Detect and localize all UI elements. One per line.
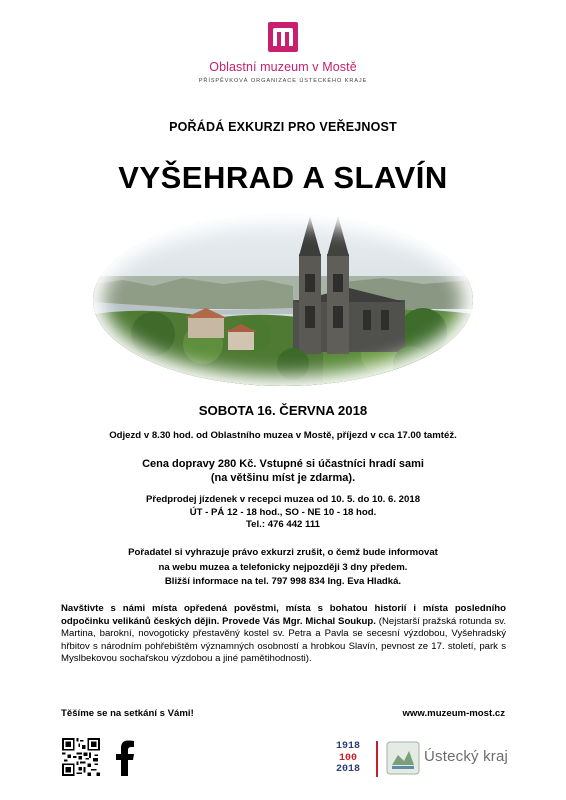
museum-logo [0,22,566,84]
facebook-icon[interactable] [112,738,136,776]
vysehrad-photo [93,214,473,386]
cancel-note: Pořadatel si vyhrazuje právo exkurzi zrušit, o čemž bude informovat [128,547,438,558]
price-info [0,457,566,485]
invitation-details: (Nejstarší pražská rotunda sv. Martina, barokní, novogoticky přestavěný kostel sv. Petra a Pavla se secesní výzdobou, Vyšehradský hřbitov s národním pohřebištěm významných osobností a hrobkou Slavín, pevnost ze 17. století, park s Myslbekovou sochařskou výzdobou a jiné pamětihodnosti). [61,615,506,665]
cancel-note-cont: na webu muzea a telefonicky nejpozději 3 dny předem. [158,561,408,573]
presale-hours: ÚT - PÁ 12 - 18 hod., SO - NE 10 - 18 hod. [189,506,377,518]
page-title: VYŠEHRAD A SLAVÍN [118,160,448,195]
contact-info: Bližší informace na tel. 797 998 834 Ing. Eva Hladká. [164,576,402,587]
museum-m-icon [268,22,298,52]
jubilee-year-start: 1918 [335,741,360,752]
presale-info [0,494,566,532]
invitation-lead: Navštivte s námi místa opředená pověstmi, místa s bohatou historií i místa posledního odpočinku velikánů českých dějin. Provede Vás Mgr. Michal Soukup. [61,603,506,627]
presale-dates: Předprodej jízdenek v recepci muzea od 10. 5. do 10. 6. 2018 [145,494,421,505]
departure-info: Odjezd v 8.30 hod. od Oblastního muzea v Mostě, příjezd v cca 17.00 tamtéž. [109,430,457,441]
jubilee-year-end: 2018 [335,764,360,775]
jubilee-logo [325,741,371,776]
price-line: Cena dopravy 280 Kč. Vstupné si účastníci hradí sami [142,458,424,470]
invitation-paragraph [61,603,506,666]
org-subtitle: PŘÍSPĚVKOVÁ ORGANIZACE ÚSTECKÉHO KRAJE [198,78,368,84]
photo-vignette [93,214,473,386]
price-note: (na většinu míst je zdarma). [210,472,356,484]
greeting: Těšíme se na setkání s Vámi! [61,708,194,719]
region-emblem-icon [386,741,420,775]
region-name: Ústecký kraj [424,748,509,765]
jubilee-number: 100 [338,752,357,764]
announce-heading: POŘÁDÁ EXKURZI PRO VEŘEJNOST [169,120,397,134]
jubilee-divider [376,741,378,777]
event-date: SOBOTA 16. ČERVNA 2018 [198,403,368,418]
org-name: Oblastní muzeum v Mostě [209,60,357,74]
website-link[interactable]: www.muzeum-most.cz [402,708,505,719]
organizer-note [0,546,566,590]
qr-code-icon[interactable] [62,738,100,776]
presale-phone: Tel.: 476 442 111 [246,519,320,530]
